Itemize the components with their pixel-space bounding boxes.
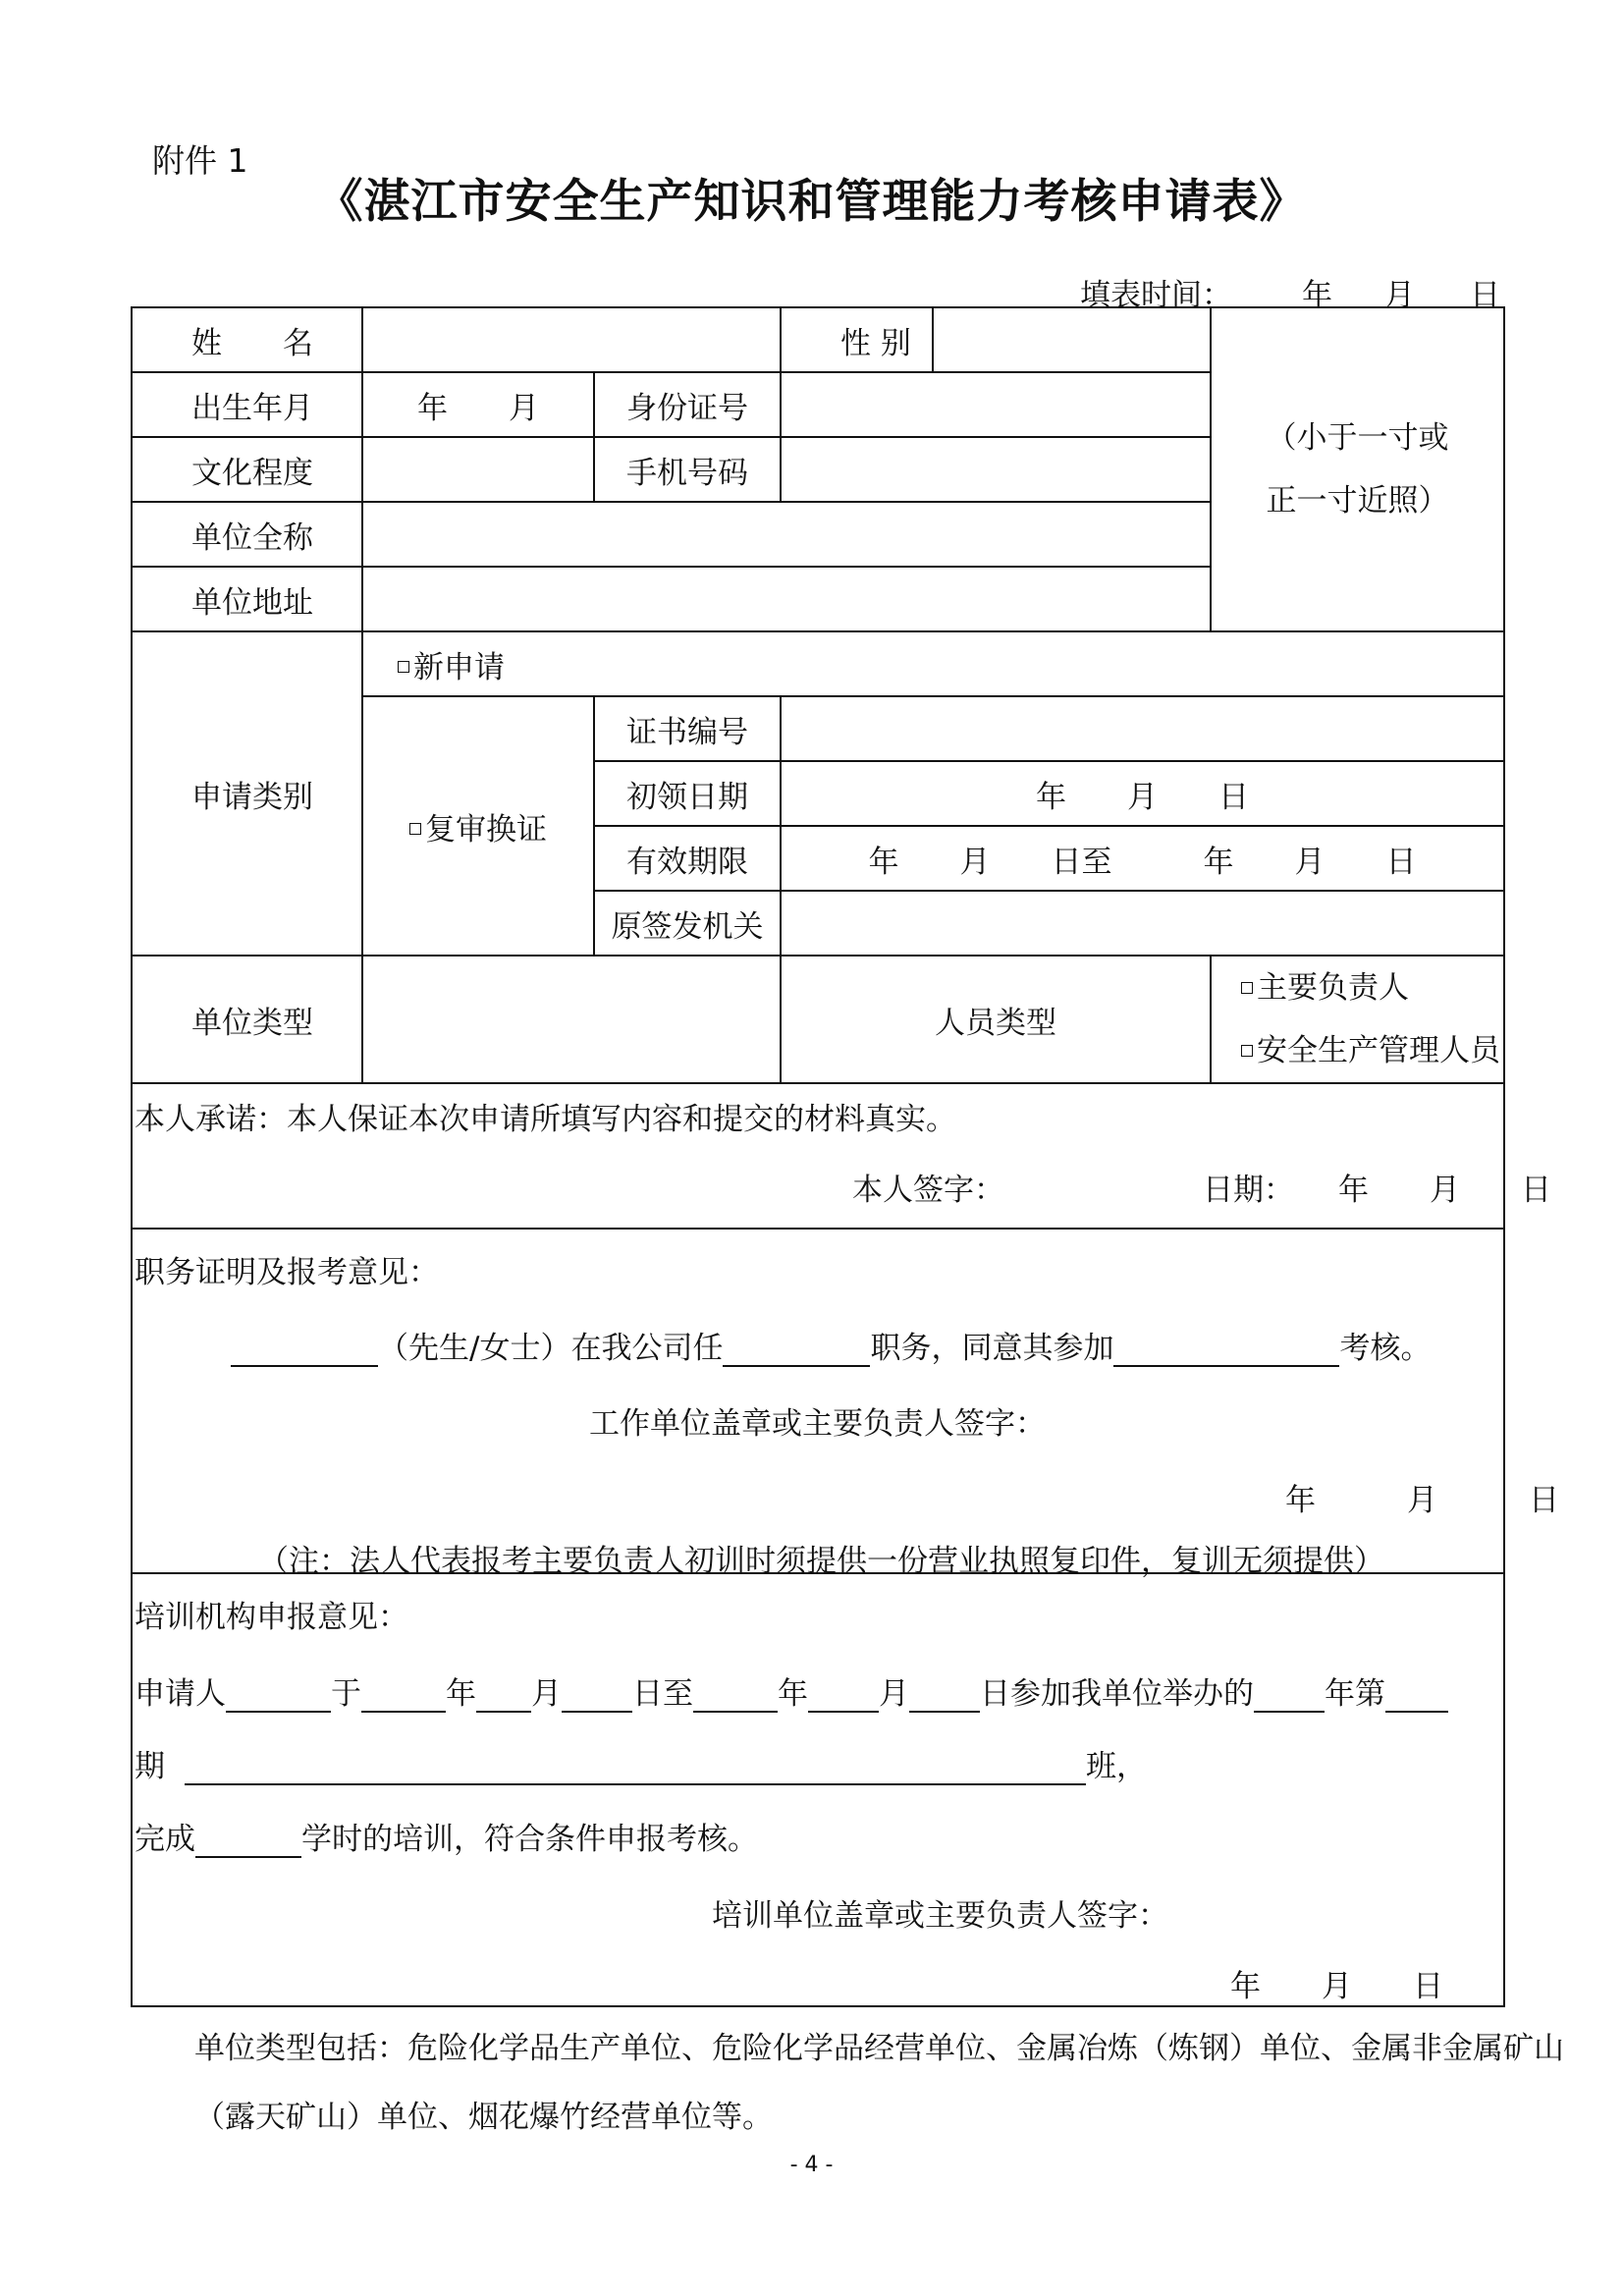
class-year-blank[interactable] [1254, 1678, 1325, 1713]
checkbox-icon [1241, 982, 1253, 994]
cert-number-label: 证书编号 [594, 696, 781, 761]
training-line1 [135, 1668, 1448, 1713]
duty-statement-part2: 职务，同意其参加 [870, 1331, 1114, 1366]
period-text: 期 [135, 1749, 165, 1784]
birth-field[interactable]: 年 月 [362, 372, 594, 437]
birth-label: 出生年月 [132, 372, 362, 437]
unit-name-label: 单位全称 [132, 502, 362, 567]
renewal-label: 复审换证 [425, 811, 547, 847]
complete-text: 完成 [135, 1822, 195, 1857]
attend-text: 日参加我单位举办的 [980, 1676, 1254, 1712]
duty-statement-part3: 考核。 [1339, 1331, 1432, 1366]
training-line3 [135, 1814, 758, 1858]
unit-address-label: 单位地址 [132, 567, 362, 631]
from-text: 于 [331, 1676, 361, 1712]
first-issue-date-field[interactable]: 年 月 日 [781, 761, 1504, 826]
photo-hint-line2: 正一寸近照） [1266, 483, 1449, 519]
person-type-label: 人员类型 [781, 956, 1211, 1083]
photo-hint-line1: （小于一寸或 [1266, 420, 1449, 456]
start-day-blank[interactable] [562, 1678, 632, 1713]
pledge-text: 本人承诺：本人保证本次申请所填写内容和提交的材料真实。 [135, 1102, 956, 1137]
class-text: 班， [1086, 1749, 1147, 1784]
duty-statement [231, 1323, 1431, 1367]
end-month-blank[interactable] [808, 1678, 879, 1713]
applicant-text: 申请人 [135, 1676, 226, 1712]
start-month-blank[interactable] [476, 1678, 531, 1713]
id-number-label: 身份证号 [594, 372, 781, 437]
month-text: 月 [531, 1676, 562, 1712]
year-no-text: 年第 [1325, 1676, 1385, 1712]
unit-type-label: 单位类型 [132, 956, 362, 1083]
end-year-blank[interactable] [693, 1678, 778, 1713]
attachment-label: 附件 1 [152, 141, 248, 180]
application-form [131, 306, 1559, 2007]
option-safety-manager[interactable] [1241, 1019, 1503, 1082]
education-label: 文化程度 [132, 437, 362, 502]
applicant-blank[interactable] [226, 1678, 331, 1713]
page-number: - 4 - [789, 2153, 834, 2177]
renewal-option[interactable] [362, 696, 594, 956]
new-application-label: 新申请 [413, 649, 505, 685]
pledge-sign-label: 本人签字： [852, 1173, 1004, 1208]
name-field[interactable] [362, 307, 781, 372]
name-label: 姓 名 [132, 307, 362, 372]
issuer-label: 原签发机关 [594, 891, 781, 956]
first-issue-date-label: 初领日期 [594, 761, 781, 826]
validity-field[interactable]: 年 月 日至 年 月 日 [781, 826, 1504, 891]
training-line2 [135, 1741, 1147, 1785]
day-to-text: 日至 [632, 1676, 693, 1712]
year-text: 年 [778, 1676, 808, 1712]
option-main-leader-label: 主要负责人 [1257, 970, 1410, 1006]
new-application-option[interactable] [362, 631, 1504, 696]
class-name-blank[interactable] [185, 1751, 1086, 1785]
pledge-section [132, 1083, 1551, 1229]
duty-heading: 职务证明及报考意见： [135, 1255, 439, 1290]
cert-number-field[interactable] [781, 696, 1504, 761]
position-blank[interactable] [723, 1333, 870, 1367]
checkbox-icon [398, 661, 409, 673]
validity-label: 有效期限 [594, 826, 781, 891]
photo-area [1211, 307, 1504, 631]
footnote-line1: 单位类型包括：危险化学品生产单位、危险化学品经营单位、金属冶炼（炼钢）单位、金属非金属矿山 [194, 2031, 1564, 2066]
duty-note: （注：法人代表报考主要负责人初训时须提供一份营业执照复印件，复训无须提供） [258, 1544, 1384, 1579]
hours-blank[interactable] [195, 1824, 301, 1858]
checkbox-icon [1241, 1045, 1253, 1057]
class-number-blank[interactable] [1385, 1678, 1448, 1713]
apply-category-label: 申请类别 [132, 631, 362, 956]
pledge-date-label: 日期： [1203, 1173, 1294, 1208]
duty-sign-label: 工作单位盖章或主要负责人签字： [589, 1406, 1046, 1442]
month-text: 月 [879, 1676, 909, 1712]
checkbox-icon [409, 823, 421, 835]
fill-time-month: 月 [1384, 278, 1415, 313]
duty-section [132, 1229, 1559, 1579]
unit-address-field[interactable] [362, 567, 1211, 631]
phone-label: 手机号码 [594, 437, 781, 502]
gender-field[interactable] [933, 307, 1211, 372]
training-heading: 培训机构申报意见： [135, 1600, 408, 1635]
fill-time-day: 日 [1470, 278, 1500, 313]
training-date-ymd: 年 月 日 [1230, 1969, 1443, 2004]
end-day-blank[interactable] [909, 1678, 980, 1713]
page-title: 《湛江市安全生产知识和管理能力考核申请表》 [316, 175, 1307, 229]
duty-date-ymd: 年 月 日 [1285, 1483, 1559, 1518]
person-type-options [1211, 956, 1504, 1083]
phone-field[interactable] [781, 437, 1211, 502]
fill-time-label: 填表时间： [1080, 278, 1232, 313]
start-year-blank[interactable] [361, 1678, 446, 1713]
education-field[interactable] [362, 437, 594, 502]
footnote-line2: （露天矿山）单位、烟花爆竹经营单位等。 [194, 2100, 773, 2135]
fill-time-year: 年 [1302, 278, 1332, 313]
year-text: 年 [446, 1676, 476, 1712]
name-blank[interactable] [231, 1333, 378, 1367]
training-sign-label: 培训单位盖章或主要负责人签字： [712, 1898, 1168, 1934]
unit-type-field[interactable] [362, 956, 781, 1083]
duty-statement-part1: （先生/女士）在我公司任 [378, 1331, 724, 1366]
issuer-field[interactable] [781, 891, 1504, 956]
exam-blank[interactable] [1113, 1333, 1339, 1367]
option-main-leader[interactable] [1241, 957, 1503, 1019]
id-number-field[interactable] [781, 372, 1211, 437]
training-section [132, 1573, 1504, 2006]
unit-name-field[interactable] [362, 502, 1211, 567]
gender-label: 性 别 [781, 307, 933, 372]
pledge-date-ymd: 年 月 日 [1338, 1173, 1551, 1208]
option-safety-manager-label: 安全生产管理人员 [1257, 1033, 1501, 1068]
hours-text: 学时的培训，符合条件申报考核。 [301, 1822, 758, 1857]
